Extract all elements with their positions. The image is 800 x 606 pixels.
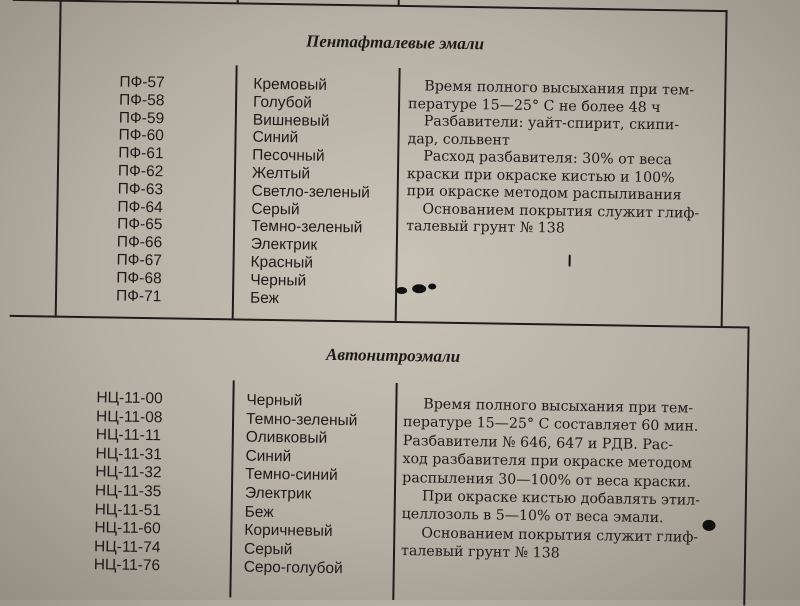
right-border-line	[721, 10, 728, 328]
enamel-code: НЦ-11-11	[95, 426, 162, 445]
note-line: Время полного высыхания при тем-	[424, 78, 695, 99]
color-column	[250, 76, 372, 309]
enamel-color: Беж	[244, 503, 274, 521]
note-line: целлозоль в 5—10% от веса эмали.	[401, 506, 664, 527]
enamel-color: Оливковый	[245, 428, 328, 448]
enamel-color: Голубой	[252, 93, 312, 112]
enamel-color: Песочный	[252, 146, 325, 165]
enamel-color: Темно-зеленый	[245, 410, 358, 429]
enamel-code: НЦ-11-74	[93, 537, 161, 557]
enamel-color: Серый	[243, 540, 293, 559]
enamel-color: Синий	[245, 447, 292, 466]
enamel-color: Светло-зеленый	[251, 182, 371, 202]
enamel-code: ПФ-58	[118, 91, 165, 110]
column-divider	[232, 65, 237, 318]
note-line: при окраске методом распыливания	[406, 183, 682, 204]
note-line: Разбавители № 646, 647 и РДВ. Рас-	[402, 432, 674, 454]
enamel-code: ПФ-60	[118, 126, 165, 145]
notes-block	[401, 395, 702, 565]
ink-blot	[396, 287, 407, 294]
enamel-color: Коричневый	[244, 521, 333, 541]
enamel-code: ПФ-66	[116, 233, 163, 252]
enamel-color: Темно-зеленый	[251, 218, 363, 237]
note-line: Время полного высыхания при тем-	[423, 396, 694, 417]
column-divider	[395, 68, 400, 321]
enamel-code: ПФ-57	[119, 73, 165, 92]
enamel-color: Вишневый	[252, 111, 330, 130]
section-title-pentaphthalic: Пентафталевые эмали	[305, 31, 485, 54]
enamel-color: Электрик	[244, 484, 312, 503]
note-line: Основанием покрытия служит глиф-	[421, 525, 699, 546]
enamel-color: Серый	[251, 200, 300, 218]
notes-block	[406, 78, 701, 240]
note-line: краски при окраске кистью и 100%	[406, 165, 675, 186]
color-column	[244, 392, 358, 580]
ink-blot	[412, 284, 426, 293]
enamel-code: ПФ-62	[117, 162, 164, 181]
enamel-color: Беж	[249, 289, 280, 307]
top-header-tick	[237, 0, 239, 3]
note-line: Основанием покрытия служит глиф-	[422, 200, 700, 222]
column-divider	[392, 383, 397, 600]
enamel-code: ПФ-63	[117, 180, 164, 199]
enamel-code: НЦ-11-31	[95, 445, 163, 464]
left-border-line	[55, 0, 62, 318]
code-column	[116, 74, 165, 306]
enamel-color: Серо-голубой	[243, 558, 343, 578]
enamel-code: НЦ-11-60	[94, 519, 161, 538]
enamel-code: ПФ-64	[117, 198, 163, 216]
note-line: ход разбавителя при окраске методом	[402, 451, 693, 472]
enamel-code: НЦ-11-00	[96, 389, 163, 408]
enamel-code: НЦ-11-51	[94, 500, 162, 519]
enamel-code: ПФ-59	[118, 109, 165, 127]
ink-blot	[702, 520, 715, 531]
note-line: Разбавители: уайт-спирит, скипи-	[423, 113, 680, 134]
note-line: распыления 30—100% от веса краски.	[402, 469, 692, 491]
section-separator	[10, 315, 750, 329]
note-line: При окраске кистью добавлять этил-	[421, 488, 701, 509]
enamel-color: Черный	[250, 271, 307, 290]
enamel-color: Электрик	[250, 235, 318, 254]
enamel-code: НЦ-11-35	[94, 482, 162, 501]
enamel-code: НЦ-11-32	[95, 463, 162, 482]
enamel-color: Кремовый	[253, 75, 328, 94]
top-header-tick	[398, 0, 400, 6]
code-column	[94, 389, 163, 576]
enamel-color: Черный	[246, 391, 303, 410]
ink-blot	[428, 283, 436, 289]
enamel-code: НЦ-11-76	[93, 556, 161, 575]
note-line: пературе 15—25° С не более 48 ч	[407, 95, 661, 116]
note-line: дар, сольвент	[407, 130, 510, 149]
enamel-color: Красный	[250, 253, 314, 272]
enamel-color: Желтый	[251, 164, 311, 183]
enamel-code: НЦ-11-08	[96, 407, 163, 426]
section-title-autonitro: Автонитроэмали	[325, 344, 461, 366]
enamel-color: Темно-синий	[245, 465, 338, 485]
enamel-code: ПФ-71	[115, 287, 162, 305]
note-line: талевый грунт № 138	[406, 218, 565, 237]
enamel-color: Синий	[252, 129, 299, 147]
enamel-code: ПФ-61	[118, 144, 164, 163]
column-divider	[229, 380, 234, 597]
enamel-code: ПФ-67	[116, 251, 163, 270]
note-line: талевый грунт № 138	[400, 543, 560, 562]
top-border-line	[13, 0, 728, 12]
note-line: Расход разбавителя: 30% от веса	[423, 148, 673, 169]
note-line: пературе 15—25° С составляет 60 мин.	[402, 414, 699, 436]
ink-blot	[569, 255, 571, 267]
right-border-line	[743, 328, 749, 605]
enamel-code: ПФ-65	[117, 215, 163, 234]
enamel-code: ПФ-68	[116, 269, 162, 288]
